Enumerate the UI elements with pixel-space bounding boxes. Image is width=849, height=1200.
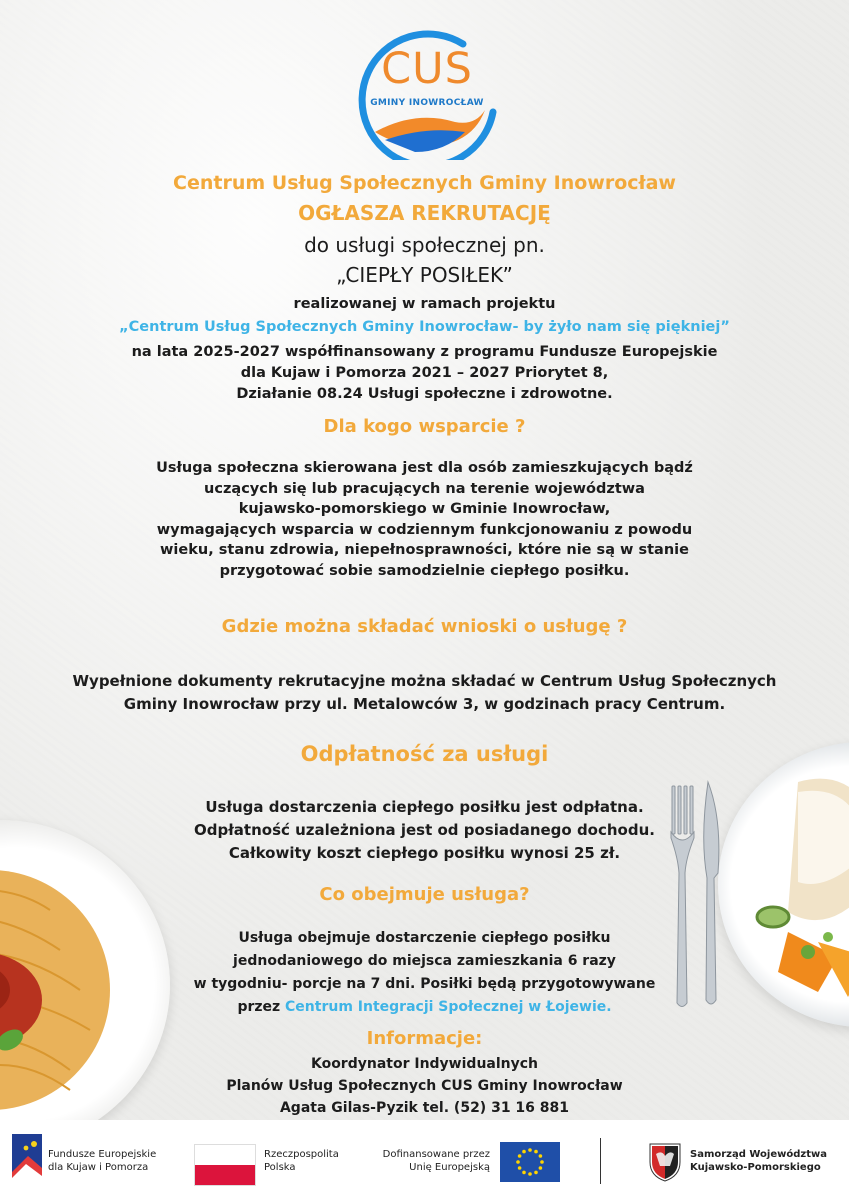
body-line: jednodaniowego do miejsca zamieszkania 6 razy: [233, 953, 616, 969]
footer-line: Unię Europejską: [409, 1162, 490, 1173]
section-title-where: Gdzie można składać wnioski o usługę ?: [221, 616, 628, 637]
eu-logo-text: [372, 1148, 490, 1174]
cus-logo: [345, 14, 505, 160]
body-line: wieku, stanu zdrowia, niepełnosprawności, które nie są w stanie: [160, 542, 689, 558]
body-line: [0, 996, 849, 1019]
body-line: Usługa obejmuje dostarczenie ciepłego posiłku: [238, 930, 611, 946]
body-line: Gminy Inowrocław przy ul. Metalowców 3, w godzinach pracy Centrum.: [123, 695, 726, 713]
body-line: kujawsko-pomorskiego w Gminie Inowrocław,: [238, 501, 611, 517]
body-line: Usługa społeczna skierowana jest dla osób zamieszkujących bądź: [156, 460, 693, 476]
funding-logos-footer: [0, 1120, 849, 1200]
section-title-info: Informacje:: [366, 1028, 483, 1049]
body-line: w tygodniu- porcje na 7 dni. Posiłki będą przygotowywane: [193, 976, 656, 992]
footer-line: Rzeczpospolita: [264, 1149, 339, 1160]
rp-logo-text: [264, 1148, 339, 1174]
announcement-title: OGŁASZA REKRUTACJĘ: [298, 201, 551, 225]
section-body-fee: [0, 796, 849, 865]
body-line: uczących się lub pracujących na terenie województwa: [204, 480, 645, 497]
footer-line: Kujawsko-Pomorskiego: [690, 1162, 821, 1173]
footer-divider: [600, 1138, 601, 1184]
funding-line: Działanie 08.24 Usługi społeczne i zdrowotne.: [236, 386, 613, 402]
body-line: Agata Gilas-Pyzik tel. (52) 31 16 881: [279, 1100, 570, 1116]
poland-flag-icon: [194, 1144, 256, 1186]
section-title-who: Dla kogo wsparcie ?: [323, 416, 526, 437]
section-body-where: [0, 670, 849, 716]
section-title-fee: Odpłatność za usługi: [300, 742, 549, 766]
footer-line: dla Kujaw i Pomorza: [48, 1162, 149, 1173]
eu-flag-icon: [500, 1142, 560, 1182]
region-coat-of-arms-icon: [648, 1142, 682, 1182]
body-line: Wypełnione dokumenty rekrutacyjne można składać w Centrum Usług Społecznych: [72, 672, 777, 690]
body-line: Koordynator Indywidualnych: [310, 1056, 539, 1072]
cis-lojewo-link: Centrum Integracji Społecznej w Łojewie.: [285, 999, 612, 1015]
service-name: „CIEPŁY POSIŁEK”: [336, 263, 513, 287]
body-line: Odpłatność uzależniona jest od posiadanego dochodu.: [194, 821, 655, 839]
project-name: „Centrum Usług Społecznych Gminy Inowrocław- by żyło nam się piękniej”: [119, 319, 730, 335]
funding-line: dla Kujaw i Pomorza 2021 – 2027 Priorytet 8,: [240, 365, 609, 381]
footer-line: Dofinansowane przez: [382, 1149, 490, 1160]
fe-logo-icon: [12, 1134, 42, 1184]
project-intro: realizowanej w ramach projektu: [293, 296, 556, 312]
section-body-who: [0, 458, 849, 581]
fe-logo-text: [48, 1148, 156, 1174]
region-logo-text: [690, 1148, 827, 1174]
body-text: przez: [237, 999, 286, 1015]
section-body-scope: [0, 927, 849, 1019]
section-title-scope: Co obejmuje usługa?: [319, 884, 530, 905]
body-line: Planów Usług Społecznych CUS Gminy Inowrocław: [226, 1078, 623, 1094]
organization-name: Centrum Usług Społecznych Gminy Inowrocław: [173, 172, 676, 194]
logo-subtitle: GMINY INOWROCŁAW: [370, 98, 484, 108]
body-line: Usługa dostarczenia ciepłego posiłku jest odpłatna.: [205, 798, 644, 816]
footer-line: Polska: [264, 1162, 296, 1173]
logo-text: CUS: [381, 44, 473, 94]
footer-line: Fundusze Europejskie: [48, 1149, 157, 1160]
footer-line: Samorząd Województwa: [690, 1149, 827, 1160]
body-line: przygotować sobie samodzielnie ciepłego posiłku.: [219, 562, 630, 579]
body-line: wymagających wsparcia w codziennym funkcjonowaniu z powodu: [156, 521, 693, 538]
funding-info: [0, 342, 849, 405]
funding-line: na lata 2025-2027 współfinansowany z programu Fundusze Europejskie: [131, 344, 718, 360]
service-intro: do usługi społecznej pn.: [304, 233, 545, 257]
section-body-info: [0, 1053, 849, 1119]
body-line: Całkowity koszt ciepłego posiłku wynosi 25 zł.: [228, 844, 621, 862]
